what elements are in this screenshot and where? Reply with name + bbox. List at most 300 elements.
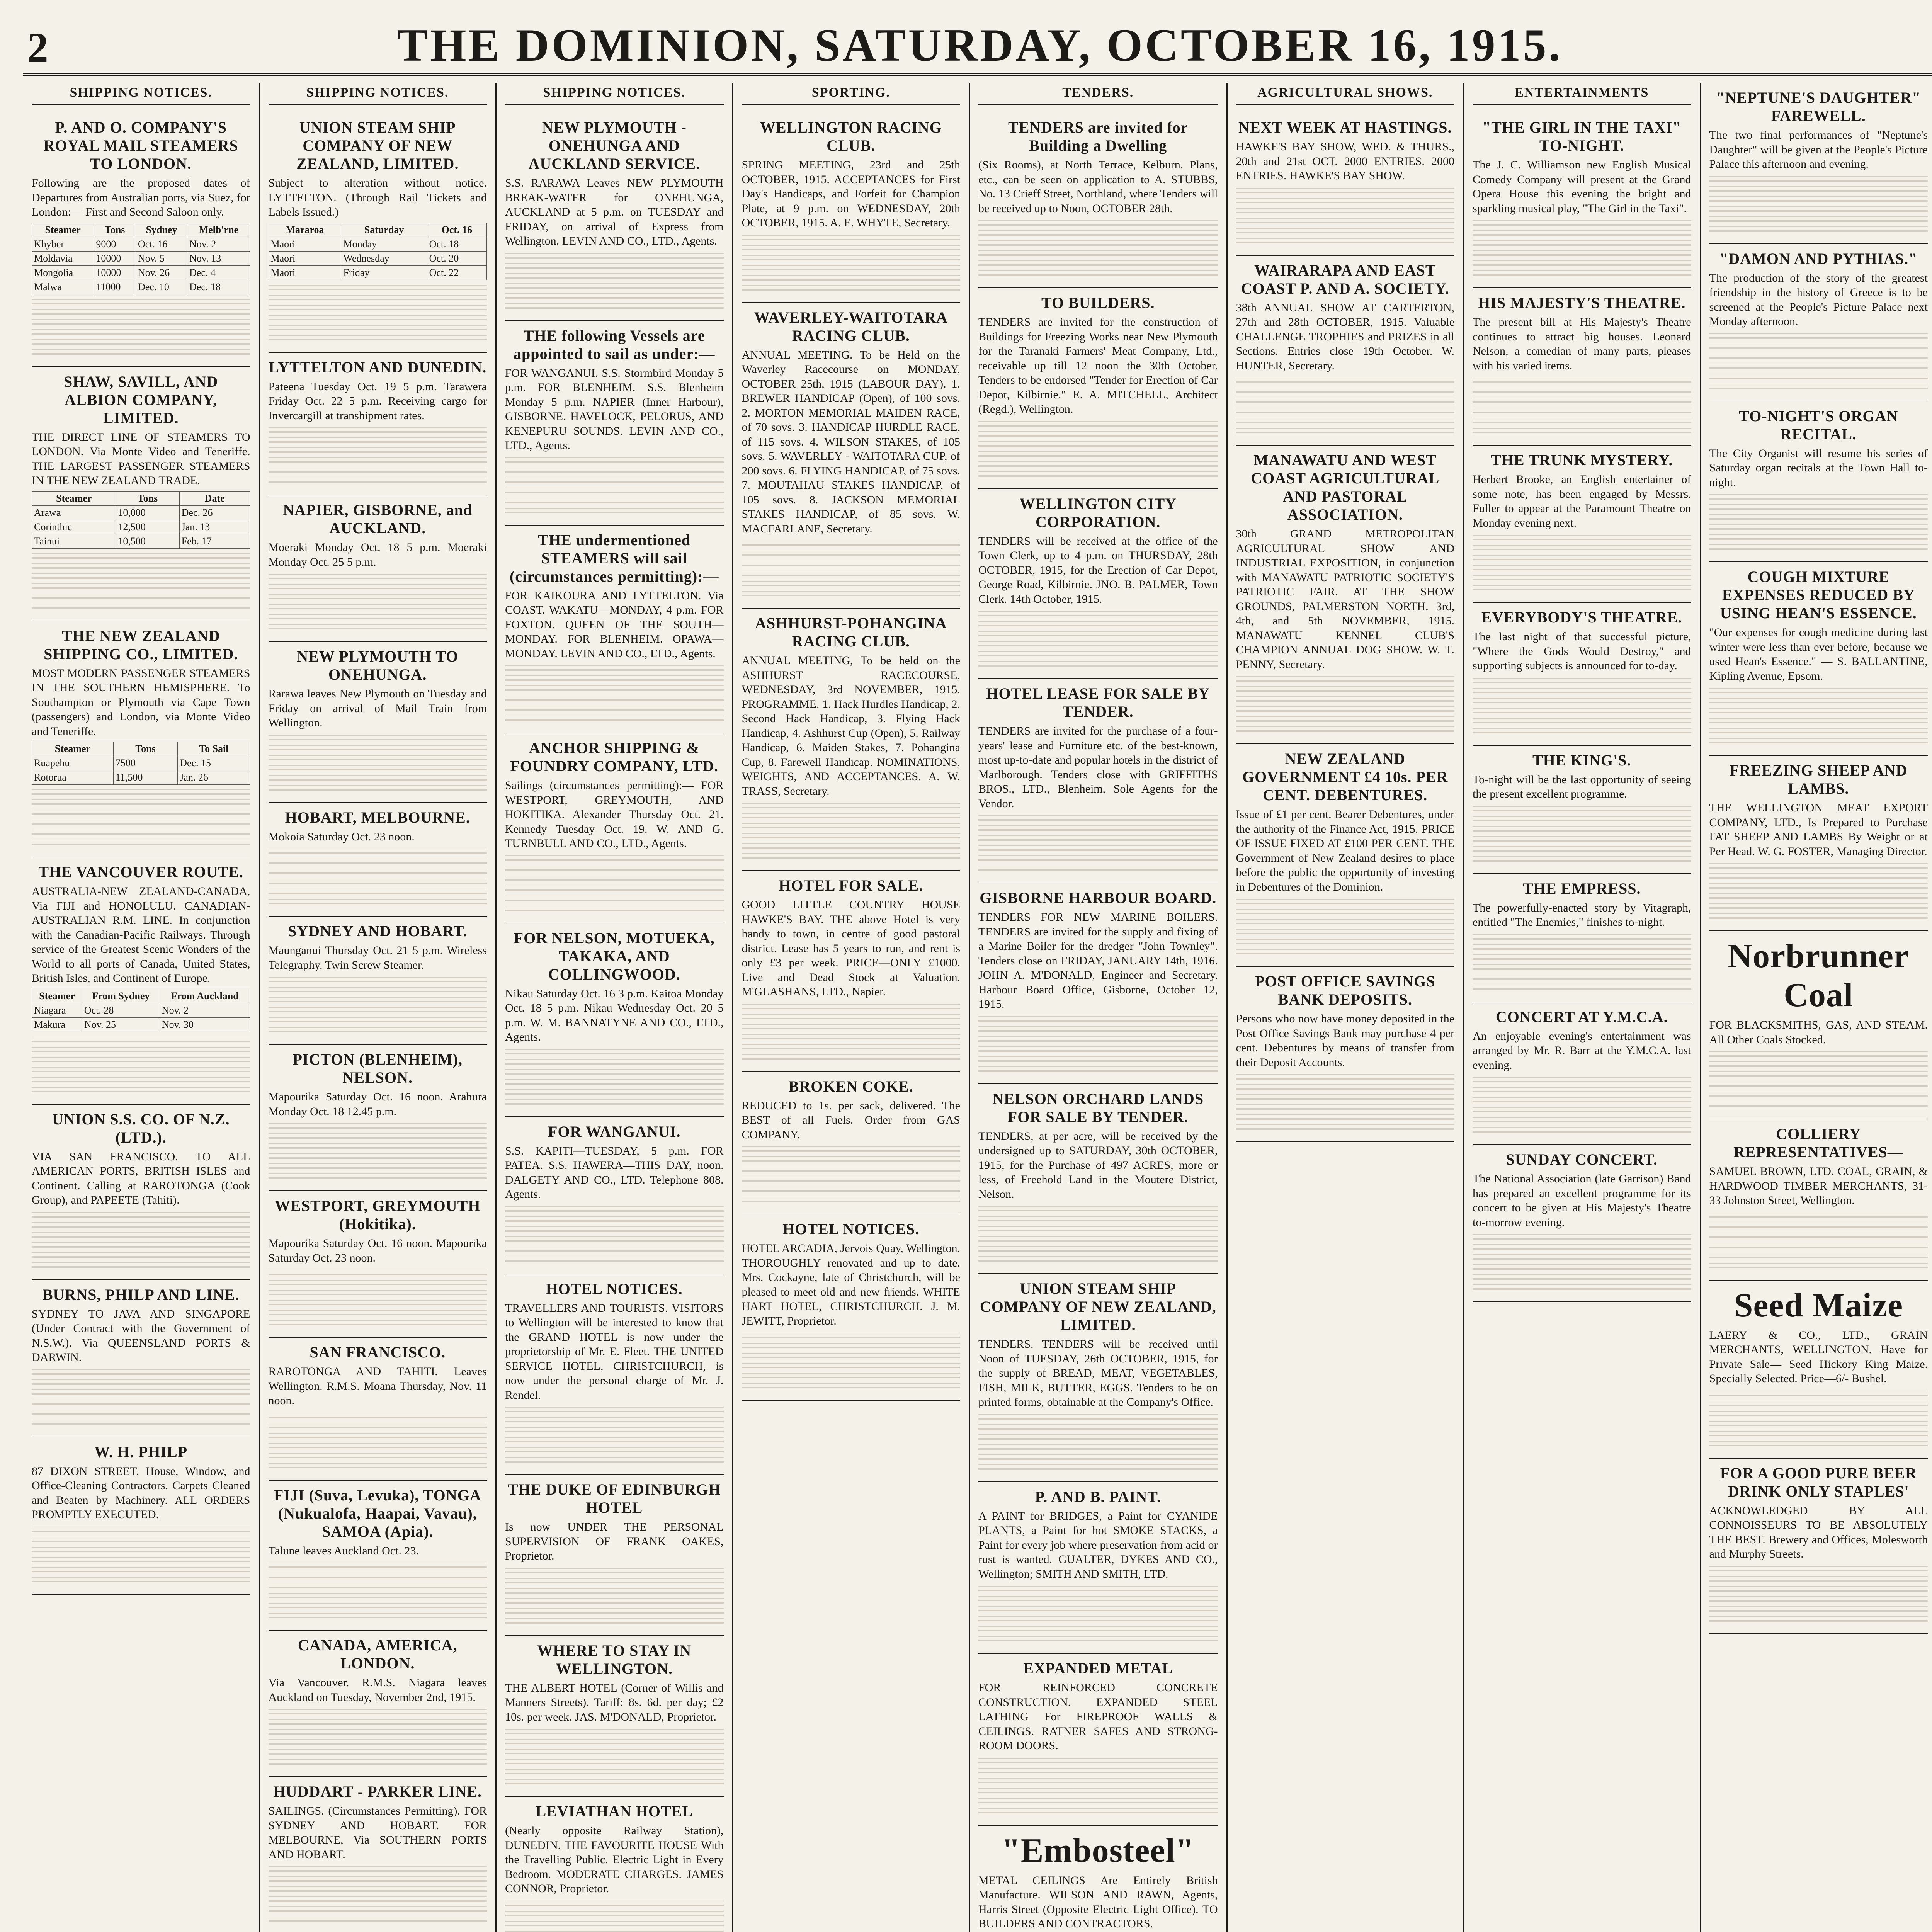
advertisement [505,321,724,526]
advertisement [1473,603,1691,746]
advertisement-title: EVERYBODY'S THEATRE. [1481,609,1682,626]
table-cell: From Auckland [160,989,250,1003]
fine-print-lines [505,716,724,721]
table-cell: Corinthic [32,520,116,534]
fine-print-lines [505,696,724,701]
advertisement [269,1045,487,1191]
fine-print-lines [1236,949,1455,954]
fine-print-lines [978,260,1218,266]
advertisement-title: COUGH MIXTURE EXPENSES REDUCED BY USING HEAN'S ESSENCE. [1720,568,1917,622]
fine-print-lines [1236,726,1455,732]
fine-print-lines [1709,1596,1928,1602]
table-cell: Jan. 26 [178,770,250,785]
fine-print-lines [32,1379,250,1385]
table-cell: Friday [341,265,427,280]
advertisement [32,1437,250,1595]
table-cell: Steamer [32,989,82,1003]
fine-print-lines [1236,899,1455,904]
fine-print-lines [1236,418,1455,423]
fine-print-lines [269,765,487,770]
fine-print-lines [505,508,724,513]
fine-print-lines [978,1246,1218,1252]
table-cell: 11000 [94,280,136,294]
table-cell: Oct. 16 [136,237,187,251]
fine-print-lines [1473,846,1691,852]
fine-print-lines [1473,856,1691,862]
table-cell: Nov. 2 [187,237,250,251]
fine-print-lines [1709,1233,1928,1238]
column-6 [1228,83,1464,1932]
advertisement [1236,256,1455,446]
advertisement [1473,874,1691,1002]
advertisement-title: LYTTELTON AND DUNEDIN. [269,358,487,376]
fine-print-lines [978,661,1218,667]
fine-print-lines [1473,1087,1691,1092]
advertisement-body: Mapourika Saturday Oct. 16 noon. Mapourika Saturday Oct. 23 noon. [268,1237,487,1264]
advertisement-body: ANNUAL MEETING. To be Held on the Waverley Racecourse on MONDAY, OCTOBER 25th, 1915 (LABOUR DAY). 1. BREWER HANDICAP (Open), of 100 sovs. 2. MORTON MEMORIAL MAIDEN RACE, of 70 sovs. 3. HANDICAP HURDLE RACE, of 115 sovs. 4. WILSON STAKES, of 105 sovs. 5. WAVERLEY - WAITOTARA CUP, of 200 sovs. 6. FLYING HANDICAP, of 75 sovs. 7. MOUTAHAU STAKES HANDICAP, of 105 sovs. 8. JACKSON MEMORIAL STAKES HANDICAP, of 85 sovs. W. MACFARLANE, Secretary. [742,348,960,535]
advertisement [742,1072,961,1215]
advertisement-body: SPRING MEETING, 23rd and 25th OCTOBER, 1915. ACCEPTANCES for First Day's Handicaps, and Forfeit for Champion Plate, at 9 p.m. on WEDNESDAY, 20th OCTOBER, 1915. A. E. WHYTE, Secretary. [742,158,960,229]
table-cell: Sydney [136,223,187,237]
fine-print-lines [742,285,961,291]
fine-print-lines [1236,228,1455,233]
fine-print-lines [505,1447,724,1452]
fine-print-lines [1236,676,1455,682]
advertisement-body: 38th ANNUAL SHOW AT CARTERTON, 27th and 28th OCTOBER, 1915. Valuable CHALLENGE TROPHIES and PRIZES in all Sections. Entries close 19th October. W. HUNTER, Secretary. [1236,301,1455,372]
advertisement-title: BURNS, PHILP AND LINE. [42,1286,240,1303]
fine-print-lines [742,581,961,586]
advertisement-title: HOTEL LEASE FOR SALE BY TENDER. [986,685,1210,720]
fine-print-lines [505,1236,724,1242]
advertisement [1473,746,1691,874]
table-cell: Khyber [32,237,94,251]
fine-print-lines [505,675,724,681]
fine-print-lines [1473,428,1691,433]
fine-print-lines [269,1017,487,1022]
fine-print-lines [505,1779,724,1784]
fine-print-lines [269,1153,487,1159]
advertisement-title: P. AND B. PAINT. [1035,1488,1161,1505]
fine-print-lines [505,478,724,483]
fine-print-lines [1709,883,1928,889]
advertisement-body: FOR REINFORCED CONCRETE CONSTRUCTION. EXPANDED STEEL LATHING For FIREPROOF WALLS & CEILINGS. RATNER SAFES AND STRONG-ROOM DOORS. [978,1681,1218,1752]
advertisement [505,1117,724,1274]
fine-print-lines [742,235,961,240]
table-cell: Niagara [32,1003,82,1017]
fine-print-lines [978,1778,1218,1783]
column-header: SPORTING. [742,83,961,105]
table-cell: 10000 [94,251,136,265]
table-cell: 10,500 [116,534,179,548]
fine-print-lines [269,315,487,320]
advertisement [505,113,724,321]
advertisement [32,367,250,621]
fine-print-lines [1709,1411,1928,1416]
advertisement-title: "DAMON AND PYTHIAS." [1719,250,1918,267]
advertisement-title: THE following Vessels are appointed to sail as under:— [514,327,715,362]
fine-print-lines [269,447,487,453]
fine-print-lines [32,1047,250,1052]
fine-print-lines [505,468,724,473]
columns-container [23,83,1932,1932]
fine-print-lines [269,1906,487,1912]
fine-print-lines [1473,1077,1691,1082]
column-header: SHIPPING NOTICES. [269,83,487,105]
advertisement-title: LEVIATHAN HOTEL [536,1803,693,1820]
fine-print-lines [1709,1576,1928,1582]
advertisement-body: ACKNOWLEDGED BY ALL CONNOISSEURS TO BE ABSOLUTELY THE BEST. Brewery and Offices, Molesworth and Murphy Streets. [1709,1504,1928,1560]
fine-print-lines [269,1423,487,1428]
fine-print-lines [32,349,250,355]
table-cell: 10000 [94,265,136,280]
advertisement [742,303,961,609]
fine-print-lines [32,339,250,345]
fine-print-lines [978,441,1218,447]
fine-print-lines [269,1573,487,1578]
advertisement-body: TENDERS FOR NEW MARINE BOILERS. TENDERS are invited for the supply and fixing of a Marine Boiler for the dredger "John Townley". Tenders close on FRIDAY, JANUARY 14th, 1916. JOHN A. M'DONALD, Engineer and Secretary. Harbour Board Office, Gisborne, October 12, 1915. [978,911,1218,1010]
fine-print-lines [505,273,724,279]
fine-print-lines [505,1618,724,1624]
fine-print-lines [978,1798,1218,1803]
table-cell: 12,500 [116,520,179,534]
advertisement [978,1826,1218,1932]
fine-print-lines [1709,534,1928,540]
fine-print-lines [269,584,487,589]
advertisement-body: S.S. KAPITI—TUESDAY, 5 p.m. FOR PATEA. S.S. HAWERA—THIS DAY, noon. DALGETY AND CO., LTD. Telephone 808. Agents. [505,1144,724,1201]
fine-print-lines [1709,1606,1928,1612]
advertisement-body: THE WELLINGTON MEAT EXPORT COMPANY, LTD., Is Prepared to Purchase FAT SHEEP AND LAMBS By Weight or at Per Head. W. G. FOSTER, Managing Director. [1709,801,1928,858]
fine-print-lines [1236,1094,1455,1100]
advertisement-title: UNION STEAM SHIP COMPANY OF NEW ZEALAND, LIMITED. [980,1280,1216,1333]
fine-print-lines [742,1004,961,1009]
table-cell: Ruapehu [32,756,114,770]
fine-print-lines [978,1768,1218,1773]
advertisement-title: SUNDAY CONCERT. [1506,1151,1658,1168]
table-row [32,756,250,770]
fine-print-lines [742,245,961,250]
fine-print-lines [1709,1071,1928,1077]
fine-print-lines [505,1257,724,1262]
fine-print-lines [978,815,1218,821]
advertisement [32,857,250,1105]
fine-print-lines [1709,1051,1928,1057]
advertisement-title: NEW ZEALAND GOVERNMENT £4 10s. PER CENT. DEBENTURES. [1242,750,1448,804]
table-cell: Makura [32,1017,82,1032]
fine-print-lines [1236,198,1455,203]
fine-print-lines [32,1577,250,1582]
advertisement [742,113,961,303]
table-cell: Arawa [32,505,116,520]
advertisement [978,288,1218,489]
newspaper-title: THE DOMINION, SATURDAY, OCTOBER 16, 1915. [397,19,1563,71]
fine-print-lines [742,275,961,281]
fine-print-lines [505,1216,724,1222]
fine-print-lines [505,1417,724,1422]
fine-print-lines [32,810,250,815]
fine-print-lines [1709,1586,1928,1592]
fine-print-lines [1709,1092,1928,1097]
advertisement [978,1482,1218,1654]
advertisement-body: Nikau Saturday Oct. 16 3 p.m. Kaitoa Monday Oct. 18 5 p.m. Nikau Wednesday Oct. 20 5 p.m. W. M. BANNATYNE AND CO., LTD., Agents. [505,987,724,1043]
advertisement [505,733,724,923]
fine-print-lines [1709,698,1928,703]
advertisement-body: The last night of that successful picture, "Where the Gods Would Destroy," and supporting subjects is announced for to-day. [1473,630,1691,672]
fine-print-lines [978,1758,1218,1763]
fine-print-lines [505,886,724,891]
advertisement-body: Via Vancouver. R.M.S. Niagara leaves Auckland on Tuesday, November 2nd, 1915. [268,1676,487,1704]
fine-print-lines [269,1270,487,1275]
fine-print-lines [742,1167,961,1172]
fine-print-lines [269,859,487,864]
fine-print-lines [1473,806,1691,811]
fine-print-lines [978,1606,1218,1611]
fine-print-lines [1473,1097,1691,1102]
fine-print-lines [978,1016,1218,1022]
fine-print-lines [32,1262,250,1268]
table-row [269,237,487,251]
advertisement-body: The City Organist will resume his series of Saturday organ recitals at the Town Hall to-night. [1709,447,1928,489]
fine-print-lines [742,265,961,270]
fine-print-lines [1473,1274,1691,1280]
fine-print-lines [1473,1284,1691,1290]
fine-print-lines [32,573,250,579]
fine-print-lines [505,1739,724,1744]
fine-print-lines [1709,1401,1928,1406]
advertisement-title: ASHHURST-POHANGINA RACING CLUB. [755,614,947,650]
table-row [32,237,250,251]
column-header: AGRICULTURAL SHOWS. [1236,83,1455,105]
fine-print-lines [1473,418,1691,423]
advertisement [1236,967,1455,1142]
advertisement [505,923,724,1117]
fine-print-lines [1473,565,1691,570]
fine-print-lines [742,1024,961,1029]
fine-print-lines [505,488,724,493]
advertisement [269,113,487,353]
table-row [269,251,487,265]
advertisement-title: MANAWATU AND WEST COAST AGRICULTURAL AND PASTORAL ASSOCIATION. [1251,451,1440,523]
advertisement-body: A PAINT for BRIDGES, a Paint for CYANIDE PLANTS, a Paint for hot SMOKE STACKS, a Paint for every job where preservation from acid or rust is wanted. GUALTER, DYKES AND CO., Wellington; SMITH AND SMITH, LTD. [978,1509,1218,1580]
table-row [32,534,250,548]
fine-print-lines [505,1578,724,1583]
advertisement-body: The J. C. Williamson new English Musical Comedy Company will present at the Grand Opera House this evening the bright and sparkling musical play, "The Girl in the Taxi". [1473,158,1691,215]
fine-print-lines [978,1626,1218,1631]
fine-print-lines [269,604,487,609]
fine-print-lines [269,899,487,904]
fine-print-lines [742,1333,961,1338]
fine-print-lines [1473,230,1691,236]
fine-print-lines [742,571,961,576]
fine-print-lines [269,1876,487,1882]
fine-print-lines [1709,913,1928,919]
table-row [32,742,250,756]
table-row [32,989,250,1003]
fine-print-lines [32,1537,250,1542]
fine-print-lines [978,1788,1218,1793]
fine-print-lines [1709,364,1928,369]
advertisement [269,495,487,642]
advertisement [1473,1145,1691,1302]
fine-print-lines [32,1087,250,1092]
advertisement-title: ANCHOR SHIPPING & FOUNDRY COMPANY, LTD. [510,739,719,775]
fine-print-lines [1709,176,1928,182]
table-cell: Nov. 26 [136,265,187,280]
fine-print-lines [1709,1082,1928,1087]
fine-print-lines [1236,686,1455,692]
advertisement [978,1084,1218,1274]
advertisement-body: The powerfully-enacted story by Vitagraph, entitled "The Enemies," finishes to-night. [1473,901,1691,929]
fine-print-lines [1473,398,1691,403]
fine-print-lines [1709,354,1928,359]
fine-print-lines [269,574,487,579]
table-cell: Steamer [32,491,116,505]
advertisement-body: LAERY & CO., LTD., GRAIN MERCHANTS, WELLINGTON. Have for Private Sale— Seed Hickory King Maize. Specially Selected. Price—6/- Bushel. [1709,1328,1928,1385]
advertisement-body: REDUCED to 1s. per sack, delivered. The BEST of all Fuels. Order from GAS COMPANY. [742,1099,960,1141]
fine-print-lines [505,1759,724,1764]
table-cell: Tons [94,223,136,237]
advertisement-title: "NEPTUNE'S DAUGHTER" FAREWELL. [1716,89,1921,124]
fine-print-lines [978,855,1218,861]
fine-print-lines [1473,975,1691,980]
fine-print-lines [505,1769,724,1774]
fine-print-lines [1473,585,1691,590]
table-cell: Tons [116,491,179,505]
fine-print-lines [1709,1391,1928,1396]
table-row [32,491,250,505]
fine-print-lines [269,869,487,874]
fine-print-lines [978,1586,1218,1591]
fine-print-lines [1709,1431,1928,1436]
fine-print-lines [32,1067,250,1072]
table-row [32,770,250,785]
fine-print-lines [1709,738,1928,743]
fine-print-lines [1473,816,1691,821]
fine-print-lines [1473,934,1691,940]
fine-print-lines [269,285,487,290]
advertisement [978,1654,1218,1826]
advertisement-body: SAILINGS. (Circumstances Permitting). FOR SYDNEY AND HOBART. FOR MELBOURNE, Via SOUTHERN PORTS AND HOBART. [268,1804,487,1861]
fine-print-lines [1473,1127,1691,1133]
fine-print-lines [32,799,250,805]
fine-print-lines [1236,696,1455,702]
fine-print-lines [1236,408,1455,413]
advertisement-title: COLLIERY REPRESENTATIVES— [1733,1125,1903,1161]
advertisement [1709,756,1928,931]
fine-print-lines [978,431,1218,437]
fine-print-lines [742,1177,961,1182]
table-cell: Dec. 10 [136,280,187,294]
fine-print-lines [978,1596,1218,1601]
fine-print-lines [269,437,487,443]
fine-print-lines [1709,1223,1928,1228]
fine-print-lines [1709,1213,1928,1218]
fine-print-lines [978,825,1218,831]
fine-print-lines [1236,388,1455,393]
table-cell: To Sail [178,742,250,756]
table-cell: Oct. 28 [82,1003,160,1017]
fine-print-lines [32,1232,250,1238]
fine-print-lines [505,1079,724,1085]
fine-print-lines [32,1369,250,1375]
advertisement [742,1214,961,1401]
advertisement [978,489,1218,679]
fine-print-lines [32,1242,250,1248]
fine-print-lines [1236,238,1455,243]
fine-print-lines [978,1444,1218,1450]
fine-print-lines [269,594,487,599]
fine-print-lines [1473,555,1691,560]
advertisement-body: METAL CEILINGS Are Entirely British Manufacture. WILSON AND RAWN, Agents, Harris Street (Opposite Electric Light Office). TO BUILDERS AND CONTRACTORS. [978,1874,1218,1930]
advertisement-body: TENDERS. TENDERS will be received until Noon of TUESDAY, 26th OCTOBER, 1915, for the supply of BREAD, MEAT, VEGETABLES, FISH, MILK, BUTTER, EGGS. Tenders to be on printed forms, obtainable at the Company's Office. [978,1338,1218,1408]
advertisement-title: HOTEL NOTICES. [782,1220,920,1238]
sailing-table [32,989,250,1032]
advertisement-body: Mapourika Saturday Oct. 16 noon. Arahura Monday Oct. 18 12.45 p.m. [268,1090,487,1118]
table-cell: Nov. 13 [187,251,250,265]
advertisement [32,621,250,858]
advertisement-title: NEW PLYMOUTH - ONEHUNGA AND AUCKLAND SERVICE. [528,119,701,172]
fine-print-lines [978,866,1218,871]
advertisement-title: THE TRUNK MYSTERY. [1491,451,1673,469]
advertisement-body: VIA SAN FRANCISCO. TO ALL AMERICAN PORTS, BRITISH ISLES and Continent. Calling at RAROTONGA (Cook Group), and PAPEETE (Tahiti). [32,1150,250,1206]
advertisement [269,642,487,803]
fine-print-lines [978,1256,1218,1262]
advertisement-body: To-night will be the last opportunity of seeing the present excellent programme. [1473,773,1691,800]
fine-print-lines [505,685,724,691]
fine-print-lines [269,1739,487,1745]
advertisement [978,1274,1218,1482]
advertisement-title: WELLINGTON RACING CLUB. [760,119,942,154]
fine-print-lines [32,1557,250,1562]
table-cell: From Sydney [82,989,160,1003]
fine-print-lines [978,1636,1218,1641]
fine-print-lines [505,1921,724,1926]
advertisement [269,1631,487,1777]
fine-print-lines [269,997,487,1002]
advertisement-title: WAVERLEY-WAITOTARA RACING CLUB. [754,308,948,344]
fine-print-lines [1236,909,1455,914]
fine-print-lines [742,1197,961,1202]
fine-print-lines [1709,1566,1928,1571]
advertisement-body: Issue of £1 per cent. Bearer Debentures, under the authority of the Finance Act, 1915. PRICE OF ISSUE FIXED AT £100 PER CENT. THE Government of New Zealand desires to place before the public the opportunity of investing in Debentures of the Dominion. [1236,808,1455,893]
advertisement-title: THE KING'S. [1532,751,1631,769]
advertisement-title: UNION S.S. CO. OF N.Z. (LTD.). [52,1110,230,1146]
fine-print-lines [32,1400,250,1405]
advertisement-title: THE EMPRESS. [1523,879,1641,897]
advertisement-title: FOR NELSON, MOTUEKA, TAKAKA, AND COLLINGWOOD. [514,929,715,983]
fine-print-lines [269,1320,487,1325]
fine-print-lines [269,1453,487,1458]
advertisement-title: POST OFFICE SAVINGS BANK DEPOSITS. [1255,973,1435,1008]
advertisement-title: THE undermentioned STEAMERS will sail (circumstances permitting):— [509,531,719,585]
table-cell: Dec. 4 [187,265,250,280]
advertisement-body: Talune leaves Auckland Oct. 23. [268,1544,419,1557]
advertisement-body: S.S. RARAWA Leaves NEW PLYMOUTH BREAK-WATER for ONEHUNGA, AUCKLAND at 5 p.m. on TUESDAY and FRIDAY, on arrival of Express from Wellington. LEVIN AND CO., LTD., Agents. [505,177,724,247]
advertisement [269,917,487,1045]
advertisement [1236,113,1455,256]
table-cell: Jan. 13 [179,520,250,534]
fine-print-lines [1473,260,1691,266]
fine-print-lines [269,335,487,340]
fine-print-lines [269,427,487,433]
fine-print-lines [1473,708,1691,713]
fine-print-lines [1473,836,1691,842]
fine-print-lines [505,1901,724,1906]
fine-print-lines [978,631,1218,636]
advertisement-title: NEXT WEEK AT HASTINGS. [1238,119,1452,136]
fine-print-lines [1236,1084,1455,1090]
advertisement [742,871,961,1072]
sailing-table [269,223,487,280]
